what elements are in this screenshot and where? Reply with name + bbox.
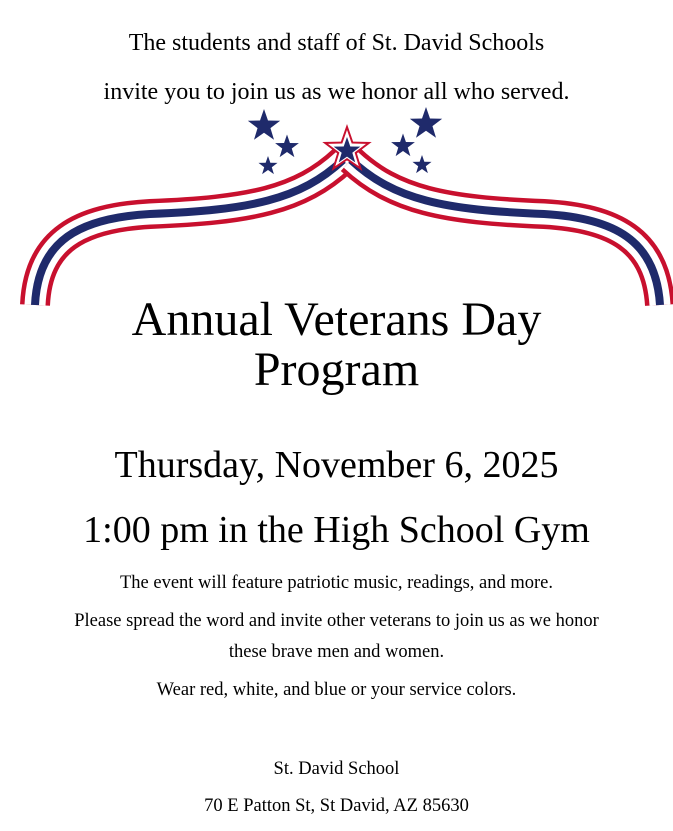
intro-line-1: The students and staff of St. David Schools: [128, 30, 545, 56]
intro-line-2: invite you to join us as we honor all who served.: [103, 79, 570, 105]
star-icon: [410, 107, 442, 138]
invite-line-1: Please spread the word and invite other veterans to join us as we honor: [74, 611, 599, 631]
invite-line-2: these brave men and women.: [228, 642, 445, 662]
star-icon: [412, 155, 431, 173]
star-icon: [248, 109, 280, 140]
star-icon: [391, 134, 415, 157]
ribbon-left: [35, 160, 343, 305]
event-title-line-2: Program: [253, 343, 420, 396]
event-title-line-1: Annual Veterans Day: [131, 293, 542, 346]
dress-code: Wear red, white, and blue or your service colors.: [156, 680, 517, 700]
patriotic-banner-graphic: [0, 95, 673, 320]
ribbon-right: [351, 160, 660, 305]
star-icon: [275, 135, 299, 158]
school-name: St. David School: [273, 759, 400, 779]
event-features: The event will feature patriotic music, readings, and more.: [119, 573, 554, 593]
event-date: Thursday, November 6, 2025: [114, 444, 559, 486]
event-time-location: 1:00 pm in the High School Gym: [83, 509, 590, 551]
school-address: 70 E Patton St, St David, AZ 85630: [204, 796, 469, 816]
star-icon: [258, 156, 277, 174]
